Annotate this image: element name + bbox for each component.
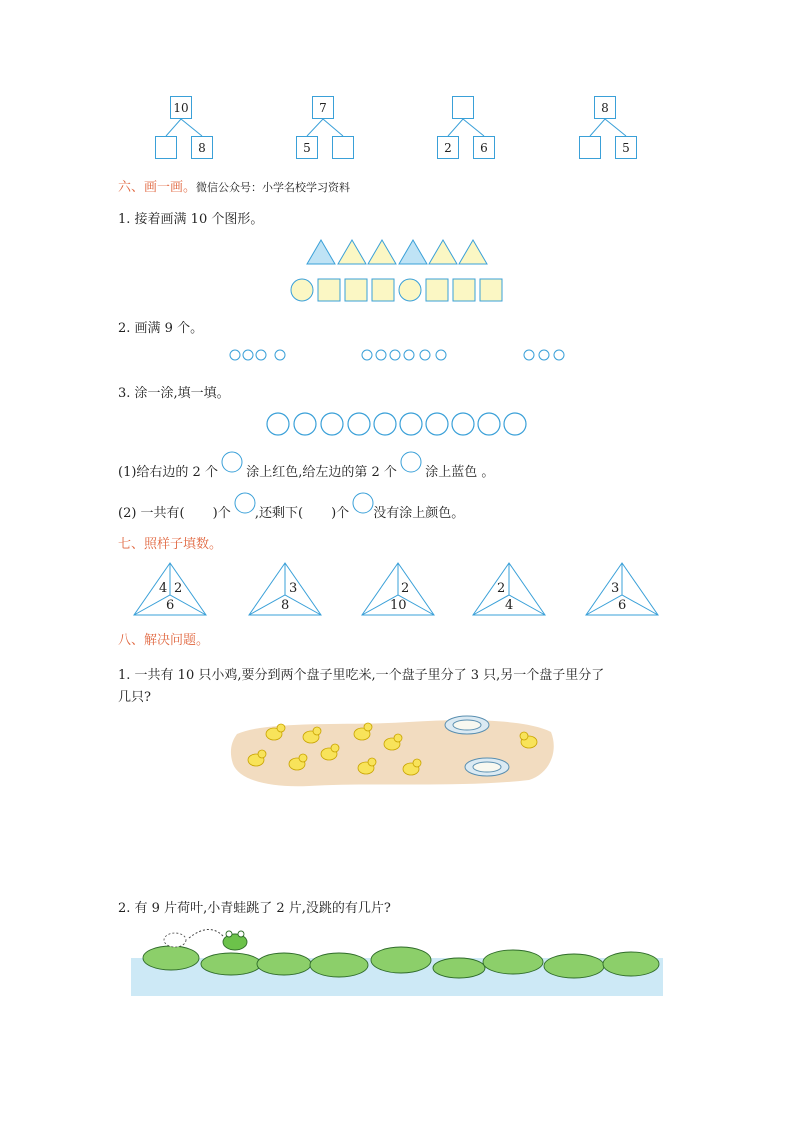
bond-1-left[interactable] bbox=[155, 136, 177, 159]
lily-pad bbox=[603, 952, 659, 976]
bond-3-right[interactable]: 6 bbox=[473, 136, 495, 159]
coloring-circle bbox=[426, 413, 448, 435]
tri-4-bottom: 4 bbox=[505, 598, 514, 613]
triangle-shape bbox=[399, 240, 427, 264]
chicks-illustration bbox=[229, 712, 559, 792]
bond-1-top[interactable]: 10 bbox=[170, 96, 192, 119]
tri-5-left: 3 bbox=[611, 581, 620, 596]
q3-2-part-a: (2) 一共有( bbox=[118, 506, 185, 521]
tri-2-bottom: 8 bbox=[281, 598, 290, 613]
coloring-circle bbox=[504, 413, 526, 435]
section8-heading: 八、解决问题。 bbox=[118, 633, 210, 648]
tri-1-bottom: 6 bbox=[166, 598, 175, 613]
square-shape bbox=[453, 279, 475, 301]
question-6-3-2 bbox=[118, 499, 464, 521]
frog-outline-icon bbox=[164, 933, 186, 947]
triangle-pattern-row bbox=[0, 238, 793, 278]
problem-8-1-line2: 几只? bbox=[118, 690, 151, 705]
problem-8-1-line1: 1. 一共有 10 只小鸡,要分到两个盘子里吃米,一个盘子里分了 3 只,另一个盘子里分了 bbox=[118, 668, 605, 683]
bond-2-right[interactable] bbox=[332, 136, 354, 159]
lily-pad bbox=[257, 953, 311, 975]
coloring-circle bbox=[478, 413, 500, 435]
lily-pad bbox=[433, 958, 485, 978]
small-circle bbox=[243, 350, 253, 360]
circle-inline-icon bbox=[353, 499, 373, 519]
watermark-text: 微信公众号：小学名校学习资料 bbox=[196, 181, 351, 194]
bond-2-left[interactable]: 5 bbox=[296, 136, 318, 159]
small-circle bbox=[256, 350, 266, 360]
section7-heading: 七、照样子填数。 bbox=[118, 537, 223, 552]
small-circle bbox=[362, 350, 372, 360]
small-circle bbox=[554, 350, 564, 360]
q3-2-part-e: 没有涂上颜色。 bbox=[373, 506, 465, 521]
q3-1-part-a: (1)给右边的 2 个 bbox=[118, 465, 218, 480]
lily-pad bbox=[371, 947, 431, 973]
bond-4-right[interactable]: 5 bbox=[615, 136, 637, 159]
q3-2-part-d: )个 bbox=[331, 506, 350, 521]
bond-4-top[interactable]: 8 bbox=[594, 96, 616, 119]
small-circle bbox=[436, 350, 446, 360]
question-6-1: 1. 接着画满 10 个图形。 bbox=[118, 212, 264, 227]
lily-pad bbox=[143, 946, 199, 970]
small-circle bbox=[420, 350, 430, 360]
jump-arc bbox=[189, 929, 223, 938]
coloring-circle bbox=[374, 413, 396, 435]
circle-inline-icon bbox=[401, 458, 421, 478]
lily-pad bbox=[483, 950, 543, 974]
triangle-shape bbox=[459, 240, 487, 264]
bond-3-top[interactable] bbox=[452, 96, 474, 119]
q3-2-part-b: )个 bbox=[212, 506, 231, 521]
tri-1-left: 4 bbox=[159, 581, 168, 596]
small-circle bbox=[230, 350, 240, 360]
small-circle bbox=[539, 350, 549, 360]
circle-shape bbox=[291, 279, 313, 301]
coloring-circle bbox=[267, 413, 289, 435]
tri-1-right: 2 bbox=[174, 581, 183, 596]
small-circle bbox=[390, 350, 400, 360]
section6-heading bbox=[118, 176, 350, 195]
question-6-3: 3. 涂一涂,填一填。 bbox=[118, 386, 230, 401]
tri-3-right: 2 bbox=[401, 581, 410, 596]
circle-inline-icon bbox=[222, 458, 242, 478]
lily-pad bbox=[201, 953, 261, 975]
bond-4-left[interactable] bbox=[579, 136, 601, 159]
small-circle bbox=[524, 350, 534, 360]
frog-icon bbox=[223, 931, 247, 950]
lily-pad bbox=[310, 953, 368, 977]
problem-8-2: 2. 有 9 片荷叶,小青蛙跳了 2 片,没跳的有几片? bbox=[118, 901, 391, 916]
tri-3-bottom: 10 bbox=[390, 598, 407, 613]
question-6-2: 2. 画满 9 个。 bbox=[118, 321, 204, 336]
triangle-shape bbox=[429, 240, 457, 264]
small-circles-row bbox=[0, 346, 793, 366]
question-6-3-1 bbox=[118, 458, 494, 480]
bond-1-right[interactable]: 8 bbox=[191, 136, 213, 159]
q3-1-part-b: 涂上红色,给左边的第 2 个 bbox=[246, 465, 397, 480]
circle-shape bbox=[399, 279, 421, 301]
small-circle bbox=[404, 350, 414, 360]
square-shape bbox=[426, 279, 448, 301]
q3-2-part-c: ,还剩下( bbox=[254, 506, 304, 521]
small-circle bbox=[275, 350, 285, 360]
bond-2-top[interactable]: 7 bbox=[312, 96, 334, 119]
ten-circles-row bbox=[0, 410, 793, 440]
coloring-circle bbox=[400, 413, 422, 435]
section6-title: 六、画一画。 bbox=[118, 180, 197, 195]
circle-inline-icon bbox=[235, 499, 255, 519]
bond-3-left[interactable]: 2 bbox=[437, 136, 459, 159]
bond-lines bbox=[0, 0, 793, 170]
square-shape bbox=[318, 279, 340, 301]
lily-pad bbox=[544, 954, 604, 978]
tri-2-right: 3 bbox=[289, 581, 298, 596]
coloring-circle bbox=[294, 413, 316, 435]
circle-square-pattern-row bbox=[0, 277, 793, 307]
triangle-shape bbox=[338, 240, 366, 264]
square-shape bbox=[480, 279, 502, 301]
tri-4-left: 2 bbox=[497, 581, 506, 596]
coloring-circle bbox=[348, 413, 370, 435]
tri-5-bottom: 6 bbox=[618, 598, 627, 613]
small-circle bbox=[376, 350, 386, 360]
coloring-circle bbox=[321, 413, 343, 435]
lily-pads-illustration bbox=[131, 922, 663, 997]
square-shape bbox=[372, 279, 394, 301]
triangle-shape bbox=[307, 240, 335, 264]
square-shape bbox=[345, 279, 367, 301]
triangle-shape bbox=[368, 240, 396, 264]
q3-1-part-c: 涂上蓝色 。 bbox=[425, 465, 495, 480]
coloring-circle bbox=[452, 413, 474, 435]
